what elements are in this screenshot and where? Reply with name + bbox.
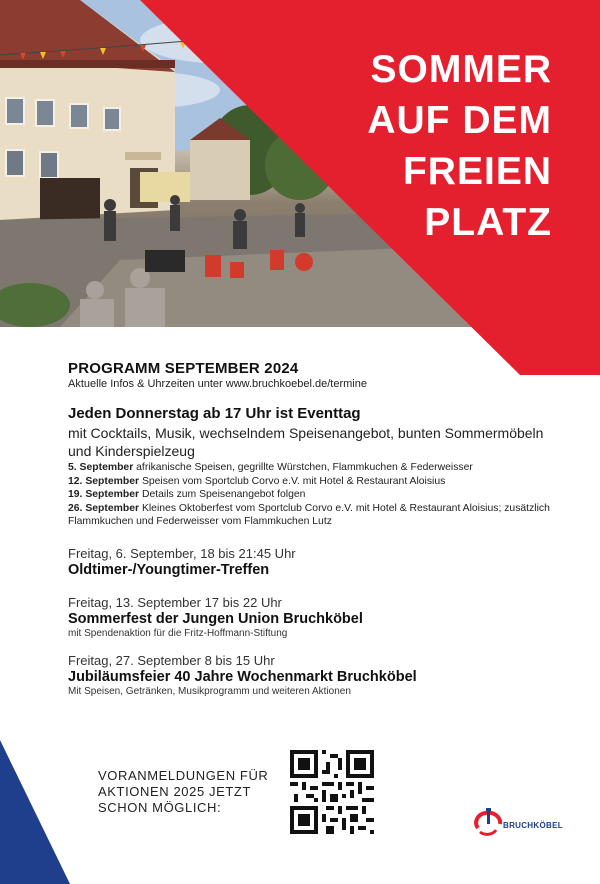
program-section [68,360,568,697]
schedule-item [68,461,568,475]
schedule-list [68,461,568,529]
schedule-date: 12. September [68,475,140,487]
headline-line-2: AUF DEM [367,99,552,142]
schedule-date: 5. September [68,462,134,473]
program-subtitle: Aktuelle Infos & Uhrzeiten unter www.bruchkoebel.de/termine [68,378,367,390]
qr-code-icon[interactable] [290,750,374,834]
event-item [68,653,568,697]
schedule-item [68,502,568,529]
prereg-line: VORANMELDUNGEN FÜR [98,768,269,783]
headline-line-4: PLATZ [424,201,552,244]
schedule-text: afrikanische Speisen, gegrillte Würstchen, Flammkuchen & Federweisser [136,462,473,473]
headline [292,44,552,248]
event-name: Oldtimer-/Youngtimer-Treffen [68,561,270,578]
event-note: mit Spendenaktion für die Fritz-Hoffmann-Stiftung [68,627,288,639]
event-name: Jubiläumsfeier 40 Jahre Wochenmarkt Bruchköbel [68,668,417,685]
program-title: PROGRAMM SEPTEMBER 2024 [68,360,299,377]
event-item [68,595,568,639]
event-note: Mit Speisen, Getränken, Musikprogramm und weiteren Aktionen [68,685,351,697]
schedule-text: Kleines Oktoberfest vom Sportclub Corvo e.V. mit Hotel & Restaurant Aloisius; zusätzlich Flammkuchen und Federweisser vom Flammkuchen Lutz [68,502,550,528]
schedule-item [68,475,568,489]
event-date: Freitag, 27. September 8 bis 15 Uhr [68,652,275,668]
schedule-item [68,488,568,502]
schedule-text: Details zum Speisenangebot folgen [141,489,306,501]
event-date: Freitag, 6. September, 18 bis 21:45 Uhr [68,545,296,561]
logo-text: BRUCHKÖBEL [503,821,563,830]
event-name: Sommerfest der Jungen Union Bruchköbel [68,610,363,627]
preregistration-notice [98,768,268,816]
event-item [68,546,568,578]
schedule-date: 19. September [68,489,140,501]
weekly-event-title: Jeden Donnerstag ab 17 Uhr ist Eventtag [68,405,361,422]
blue-triangle-decoration [0,740,70,884]
schedule-text: Speisen vom Sportclub Corvo e.V. mit Hotel & Restaurant Aloisius [141,475,446,487]
headline-line-1: SOMMER [370,48,552,91]
prereg-line: SCHON MÖGLICH: [98,800,222,815]
event-date: Freitag, 13. September 17 bis 22 Uhr [68,594,282,610]
prereg-line: AKTIONEN 2025 JETZT [98,784,251,799]
weekly-event-description: mit Cocktails, Musik, wechselndem Speisenangebot, bunten Sommermöbeln und Kinderspielzeug [68,425,544,459]
schedule-date: 26. September [68,502,140,514]
headline-line-3: FREIEN [402,150,552,193]
